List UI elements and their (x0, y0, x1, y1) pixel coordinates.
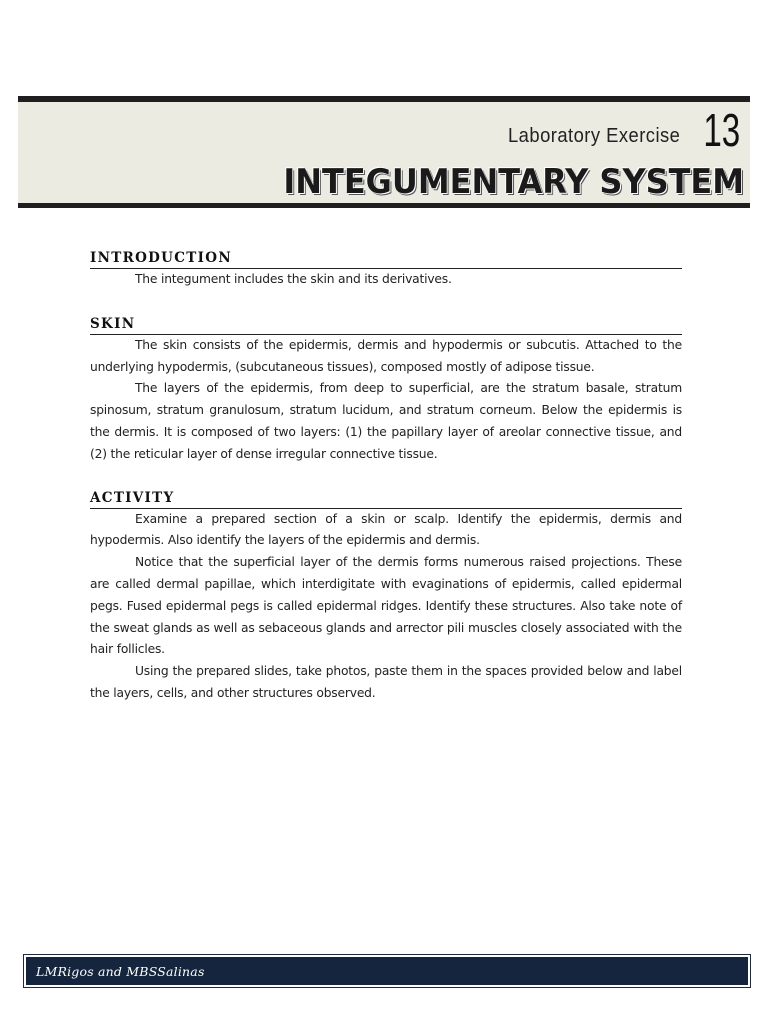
section-skin (90, 314, 682, 466)
section-activity (90, 488, 682, 705)
paragraph: The layers of the epidermis, from deep to superficial, are the stratum basale, stratum spinosum, stratum granulosum, stratum lucidum, and stratum corneum. Below the epidermis is the dermis. It is composed of two layers: (1) the papillary layer of areolar connective tissue, and (2) the reticular layer of dense irregular connective tissue. (90, 381, 682, 461)
page-footer (23, 954, 751, 988)
section-heading-skin: SKIN (90, 314, 682, 335)
footer-authors: LMRigos and MBSSalinas (36, 963, 205, 979)
exercise-number: 13 (703, 104, 740, 156)
lab-exercise-label: Laboratory Exercise (508, 125, 681, 147)
paragraph: Examine a prepared section of a skin or scalp. Identify the epidermis, dermis and hypodermis. Also identify the layers of the epidermis and dermis. (90, 511, 682, 548)
lab-exercise-line (493, 106, 740, 154)
chapter-header (18, 96, 750, 208)
paragraph: The skin consists of the epidermis, dermis and hypodermis or subcutis. Attached to the underlying hypodermis, (subcutaneous tissues), composed mostly of adipose tissue. (90, 337, 682, 374)
paragraph: Notice that the superficial layer of the dermis forms numerous raised projections. These are called dermal papillae, which interdigitate with evaginations of epidermis, called epidermal pegs. Fused epidermal pegs is called epidermal ridges. Identify these structures. Also take note of the sweat glands as well as sebaceous glands and arrector pili muscles closely associated with the hair follicles. (90, 555, 682, 657)
section-introduction (90, 248, 682, 291)
paragraph: Using the prepared slides, take photos, paste them in the spaces provided below and label the layers, cells, and other structures observed. (90, 664, 682, 700)
page-title: INTEGUMENTARY SYSTEM (283, 162, 744, 202)
section-heading-activity: ACTIVITY (90, 488, 682, 509)
footer-bar (26, 957, 748, 985)
section-heading-introduction: INTRODUCTION (90, 248, 682, 269)
paragraph: The integument includes the skin and its derivatives. (135, 272, 452, 286)
document-body (90, 248, 682, 705)
